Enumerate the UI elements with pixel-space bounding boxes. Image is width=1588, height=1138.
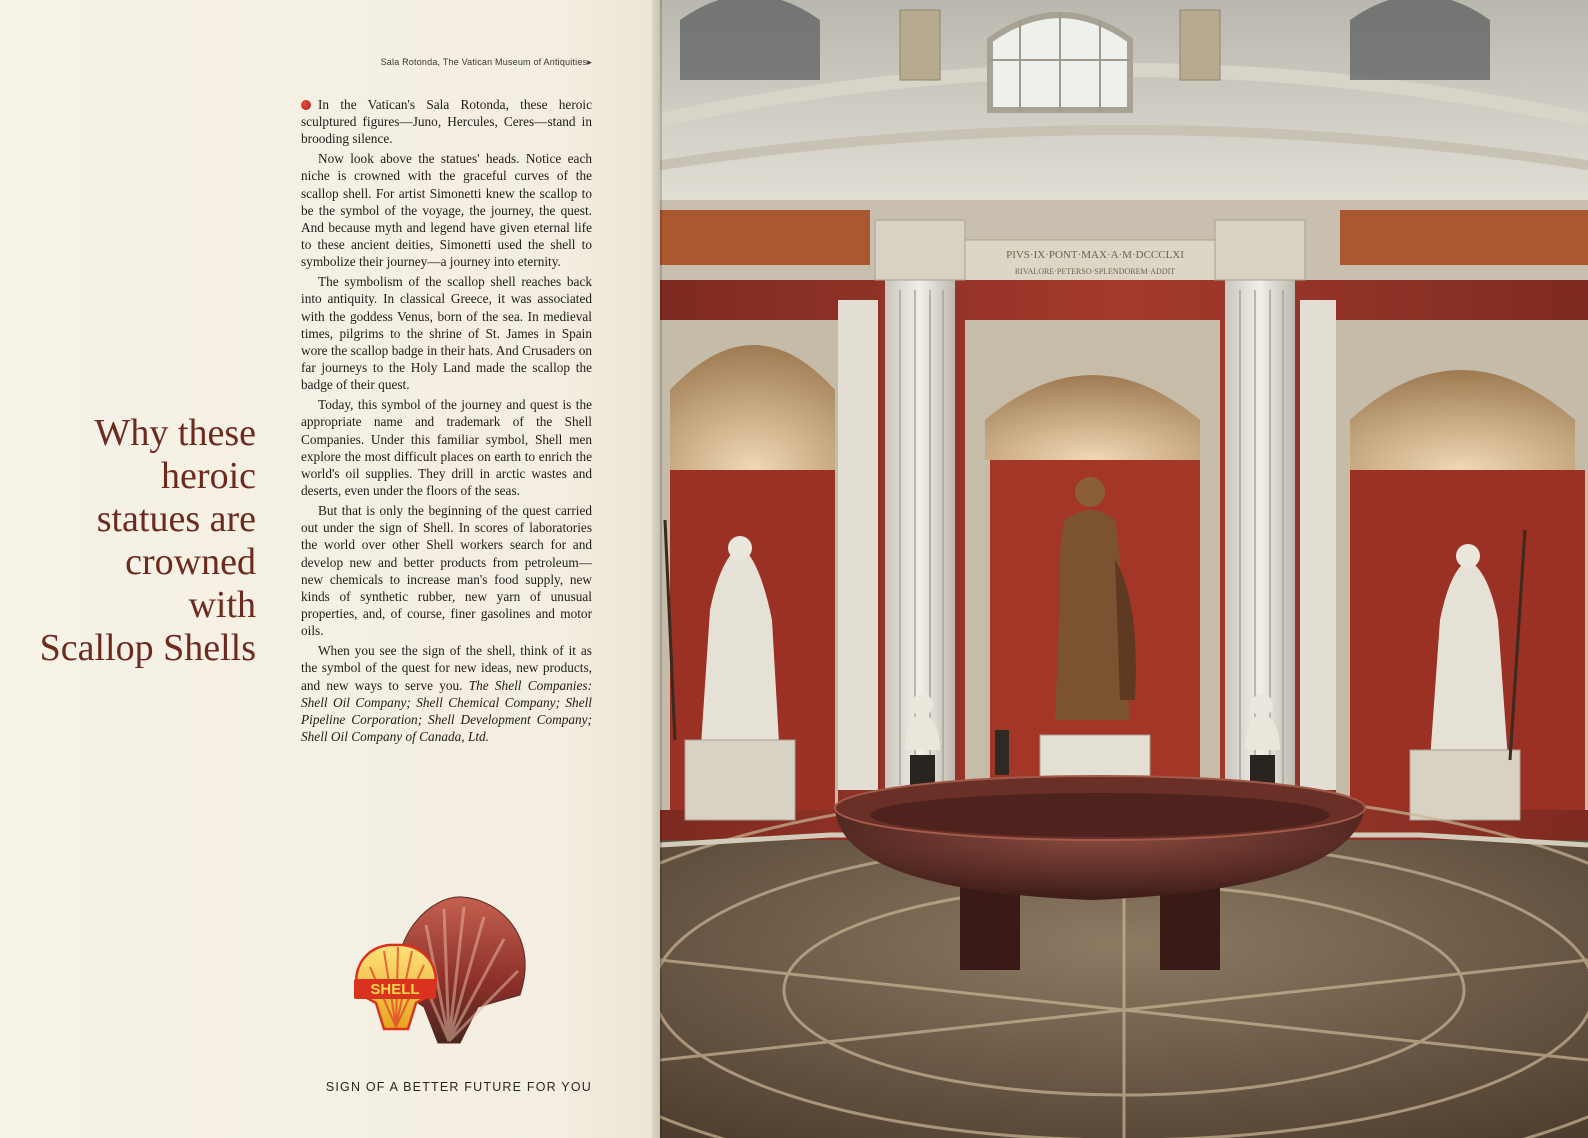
red-dot-icon [301, 100, 311, 110]
tagline: SIGN OF A BETTER FUTURE FOR YOU [325, 1080, 592, 1094]
rotunda-illustration [660, 0, 1588, 1138]
logo-text: SHELL [370, 981, 420, 998]
headline-line: with [188, 584, 256, 626]
paragraph: But that is only the beginning of the quest carried out under the sign of Shell. In scores of laboratories the world over other Shell workers search for and develop new and better products from petroleum—new chemicals to increase man's food supply, new kinds of synthetic rubber, new yarn of unusual properties, and, of course, finer gasolines and motor oils. [301, 503, 592, 639]
inscription-line: RIVALORE·PETERSO·SPLENDOREM·ADDIT [1014, 267, 1176, 276]
rotunda-photo [660, 0, 1588, 1138]
paragraph: The symbolism of the scallop shell reaches back into antiquity. In classical Greece, it was associated with the goddess Venus, born of the sea. In medieval times, pilgrims to the shrine of St. James in Spain wore the scallop badge in their hats. And Crusaders on far journeys to the Holy Land made the scallop the badge of their quest. [301, 274, 592, 393]
headline-line: statues are [96, 498, 256, 540]
paragraph: In the Vatican's Sala Rotonda, these heroic sculptured figures—Juno, Hercules, Ceres—stand in brooding silence. [301, 97, 592, 147]
text-page [0, 0, 660, 1138]
headline-line: Why these [94, 412, 256, 454]
paragraph: When you see the sign of the shell, think of it as the symbol of the quest for new ideas, new products, and new ways to serve you. The Shell Companies: Shell Oil Company; Shell Chemical Company; Shell Pipeline Corporation; Shell Development Company; Shell Oil Company of Canada, Ltd. [301, 643, 592, 745]
company-list: The Shell Companies: Shell Oil Company; Shell Chemical Company; Shell Pipeline Corporation; Shell Development Company; Shell Oil Company of Canada, Ltd. [301, 677, 592, 745]
dome-window [990, 12, 1130, 110]
paragraph: Today, this symbol of the journey and quest is the appropriate name and trademark of the Shell Companies. Under this familiar symbol, Shell men explore the most difficult places on earth to enrich the world's oil supplies. They drill in arctic wastes and deserts, even under the floors of the seas. [301, 397, 592, 499]
shell-emblem-icon [354, 945, 436, 1029]
shell-logo [352, 895, 542, 1045]
headline-line: crowned [125, 541, 256, 583]
inscription-line: PIVS·IX·PONT·MAX·A·M·DCCCLXI [1006, 249, 1184, 261]
headline-line: Scallop Shells [39, 627, 256, 669]
headline-line: heroic [161, 455, 256, 497]
photo-caption: Sala Rotonda, The Vatican Museum of Antiquities▸ [380, 57, 592, 67]
paragraph: Now look above the statues' heads. Notice each niche is crowned with the graceful curves of the scallop shell. For artist Simonetti knew the scallop to be the symbol of the voyage, the journey, the quest. And because myth and legend have given eternal life to these ancient deities, Simonetti used the shell to symbolize their journey—a journey into eternity. [301, 151, 592, 270]
headline [20, 412, 256, 670]
page-fold [652, 0, 662, 1138]
body-copy [301, 96, 592, 748]
